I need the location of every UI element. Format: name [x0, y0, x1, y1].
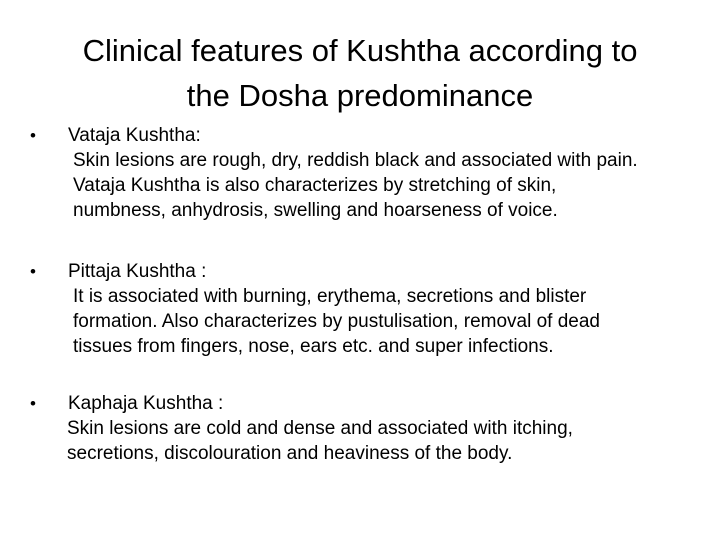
- bullet-icon: •: [30, 126, 36, 145]
- section-heading: Kaphaja Kushtha :: [68, 393, 224, 414]
- bullet-item: [30, 391, 700, 416]
- bullet-icon: •: [30, 262, 36, 281]
- body-line: tissues from fingers, nose, ears etc. and super infections.: [73, 336, 554, 357]
- section-heading: Pittaja Kushtha :: [68, 261, 207, 282]
- bullet-icon: •: [30, 394, 36, 413]
- section-kaphaja-kushtha: [30, 391, 700, 466]
- body-line: Skin lesions are rough, dry, reddish black and associated with pain.: [73, 150, 638, 171]
- section-body: [30, 148, 700, 223]
- section-body: [30, 416, 700, 466]
- bullet-item: [30, 123, 700, 148]
- body-line: numbness, anhydrosis, swelling and hoarseness of voice.: [73, 200, 558, 221]
- section-pittaja-kushtha: [30, 259, 700, 359]
- body-line: It is associated with burning, erythema, secretions and blister: [73, 286, 587, 307]
- section-vataja-kushtha: [30, 123, 700, 223]
- body-line: secretions, discolouration and heaviness of the body.: [67, 443, 513, 464]
- slide-title-line: Clinical features of Kushtha according to: [82, 33, 638, 68]
- slide-title: [40, 28, 680, 118]
- body-line: Skin lesions are cold and dense and associated with itching,: [67, 418, 573, 439]
- slide-title-line: the Dosha predominance: [186, 78, 534, 113]
- section-heading: Vataja Kushtha:: [68, 125, 201, 146]
- section-body: [30, 284, 700, 359]
- body-line: formation. Also characterizes by pustulisation, removal of dead: [73, 311, 600, 332]
- body-line: Vataja Kushtha is also characterizes by stretching of skin,: [73, 175, 557, 196]
- bullet-item: [30, 259, 700, 284]
